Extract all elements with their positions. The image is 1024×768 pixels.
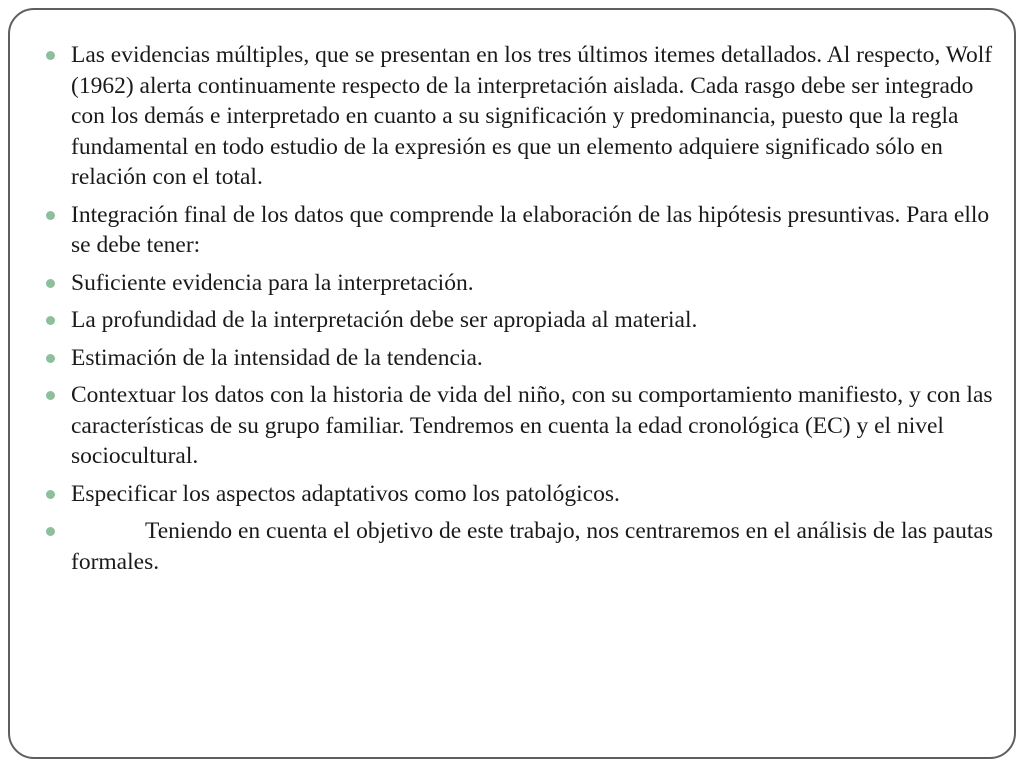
bullet-dot-icon <box>46 316 55 325</box>
list-item-text: Teniendo en cuenta el objetivo de este trabajo, nos centraremos en el análisis de las pautas formales. <box>71 518 993 575</box>
list-item <box>38 40 1013 193</box>
list-item-text: Especificar los aspectos adaptativos como los patológicos. <box>71 480 620 507</box>
bullet-dot-icon <box>46 490 55 499</box>
bullet-dot-icon <box>46 51 55 60</box>
list-item <box>38 380 1013 472</box>
list-item <box>38 343 1013 374</box>
bullet-dot-icon <box>46 527 55 536</box>
list-item-text: Integración final de los datos que comprende la elaboración de las hipótesis presuntivas. Para ello se debe tener: <box>71 201 990 258</box>
list-item-text: Suficiente evidencia para la interpretación. <box>71 269 474 296</box>
list-item-text: Estimación de la intensidad de la tendencia. <box>71 344 483 371</box>
list-item <box>38 516 1013 577</box>
list-item-text: Las evidencias múltiples, que se presentan en los tres últimos itemes detallados. Al respecto, Wolf (1962) alerta continuamente respecto de la interpretación aislada. Cada rasgo debe ser integrado con los demás e interpretado en cuanto a su significación y predominancia, puesto que la regla fundamental en todo estudio de la expresión es que un elemento adquiere significado sólo en relación con el total. <box>71 42 993 190</box>
bullet-dot-icon <box>46 279 55 288</box>
list-item <box>38 479 1013 510</box>
list-item-text: Contextuar los datos con la historia de vida del niño, con su comportamiento manifiesto, y con las características de su grupo familiar. Tendremos en cuenta la edad cronológica (EC) y el nivel sociocultural. <box>71 382 993 469</box>
bullet-dot-icon <box>46 354 55 363</box>
list-item-text: La profundidad de la interpretación debe ser apropiada al material. <box>71 307 698 333</box>
bullet-dot-icon <box>46 391 55 400</box>
list-item <box>38 268 1013 299</box>
slide-frame <box>8 8 1016 759</box>
list-item <box>38 200 1013 261</box>
list-item <box>38 305 1013 336</box>
bullet-list <box>38 40 1013 584</box>
bullet-dot-icon <box>46 211 55 220</box>
